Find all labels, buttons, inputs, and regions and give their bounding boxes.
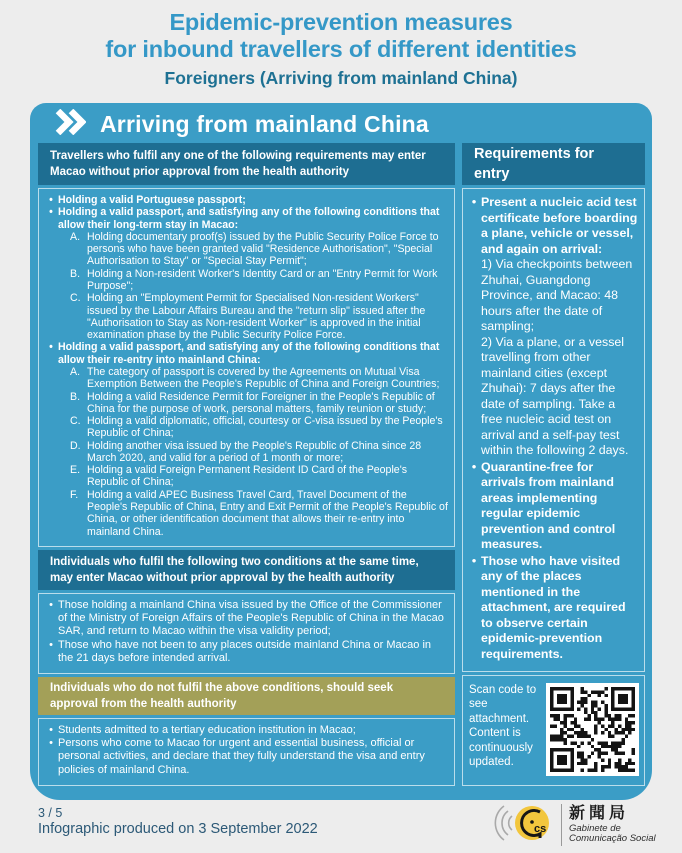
list-item: • Those who have not been to any places outside mainland China or Macao in the 21 days before intended arrival. (44, 639, 448, 665)
list-item: • Present a nucleic acid test certificate before boarding a plane, vehicle or vessel, and again on arrival: 1) Via checkpoints between Zhuhai, Guangdong Province, and Macao: 48 hours after the date of sampling; 2) Via a plane, or a vessel travelling from other mainland cities (except Zhuhai): 7 days after the date of sampling. Take a free nucleic acid test on arrival and a self-pay test within the following 2 days. (467, 195, 639, 459)
gcs-logo-icon (490, 798, 554, 853)
left-section1-content (38, 188, 455, 547)
logo-divider (561, 804, 562, 846)
left-section2-content (38, 593, 455, 674)
right-section-content (462, 188, 645, 672)
card-banner (30, 103, 652, 145)
banner-title: Arriving from mainland China (100, 110, 429, 137)
sub-list-item: F. Holding a valid APEC Business Travel Card, Travel Document of the People's Republic of China, Entry and Exit Permit of the People's Republic of China, or other identification document that allows their re-entry into mainland China. (70, 488, 448, 538)
sub-list-item: C. Holding an "Employment Permit for Specialised Non-resident Workers" issued by the Labour Affairs Bureau and the "return slip" issued after the "Authorisation to Stay as Non-resident Worker" is approved in the initial examination phase by the Public Security Police Force. (70, 292, 426, 342)
list-item: • Holding a valid passport, and satisfying any of the following conditions that allow their long-term stay in Macao: (44, 206, 448, 231)
page-number: 3 / 5 (38, 806, 63, 820)
logo-pt-line1: Gabinete de (569, 823, 621, 835)
sub-list-item: E. Holding a valid Foreign Permanent Resident ID Card of the People's Republic of China; (70, 464, 408, 489)
list-item: • Holding a valid passport, and satisfying any of the following conditions that allow their re-entry into mainland China: (44, 341, 448, 366)
page-title-line2: for inbound travellers of different identities (105, 35, 577, 62)
left-section2-header: Individuals who fulfil the following two conditions at the same time, may enter Macao without prior approval by the health authority (38, 550, 455, 590)
list-item: • Those holding a mainland China visa issued by the Office of the Commissioner of the Ministry of Foreign Affairs of the People's Republic of China in the Macao SAR, and return to Macao within the visa validity period; (44, 599, 448, 639)
right-section-header: Requirements for entry (462, 143, 645, 185)
bullet-icon: • (49, 724, 53, 736)
sub-list-item: C. Holding a valid diplomatic, official, courtesy or C-visa issued by the People's Republic of China; (70, 415, 443, 440)
sub-list-item: B. Holding a valid Residence Permit for Foreigner in the People's Republic of China for the purpose of work, personal matters, family reunion or study; (70, 390, 435, 415)
qr-section (462, 675, 645, 786)
sub-list-item: B. Holding a Non-resident Worker's Identity Card or an "Entry Permit for Work Purpose"; (70, 267, 438, 292)
logo-chinese-name: 新聞局 (569, 804, 630, 822)
page-subtitle: Foreigners (Arriving from mainland China) (164, 68, 518, 88)
bullet-icon: • (471, 459, 477, 474)
logo-pt-line2: Comunicação Social (569, 833, 656, 845)
bullet-icon: • (49, 737, 53, 750)
bullet-icon: • (49, 206, 53, 219)
left-section1-header: Travellers who fulfil any one of the following requirements may enter Macao without prior approval from the health authority (38, 143, 455, 185)
list-item: • Quarantine-free for arrivals from mainland areas implementing regular epidemic prevention and control measures. (467, 460, 639, 553)
left-section3-header: Individuals who do not fulfil the above conditions, should seek approval from the health authority (38, 677, 455, 715)
main-card (30, 103, 652, 800)
bullet-icon: • (49, 638, 53, 651)
left-section3-content (38, 718, 455, 786)
list-item: • Those who have visited any of the places mentioned in the attachment, are required to observe certain epidemic-prevention requirements. (467, 554, 639, 663)
bullet-icon: • (49, 194, 53, 206)
double-chevron-icon (54, 109, 86, 140)
gcs-logo (490, 799, 678, 851)
sub-list-item: A. The category of passport is covered by the Agreements on Mutual Visa Exemption Between the People's Republic of China and Foreign Countries; (70, 365, 440, 391)
qr-code (546, 683, 639, 776)
logo-text (569, 806, 656, 845)
page-title-line1: Epidemic-prevention measures (169, 9, 513, 35)
sub-list-item: A. Holding documentary proof(s) issued by the Public Security Police Force to persons who have been granted valid "Residence Authorisation", "Special Authorisation to Stay" or "Special Stay Permit"; (70, 230, 439, 268)
qr-note: Scan code to see attachment. Content is continuously updated. (469, 684, 537, 768)
list-item: • Holding a valid Portuguese passport; (44, 194, 448, 206)
list-item: • Persons who come to Macao for urgent and essential business, official or personal activities, and declare that they fully understand the visa and entry policies of mainland China. (44, 737, 448, 777)
list-item: • Students admitted to a tertiary education institution in Macao; (44, 724, 448, 737)
sub-list-item: D. Holding another visa issued by the People's Republic of China since 28 March 2020, and valid for a period of 1 month or more; (70, 439, 422, 464)
bullet-icon: • (471, 195, 477, 209)
bullet-icon: • (49, 341, 53, 354)
produced-note: Infographic produced on 3 September 2022 (38, 821, 318, 837)
bullet-icon: • (471, 553, 477, 568)
bullet-icon: • (49, 599, 53, 611)
svg-text:cs: cs (534, 822, 547, 835)
page-title (0, 9, 682, 62)
